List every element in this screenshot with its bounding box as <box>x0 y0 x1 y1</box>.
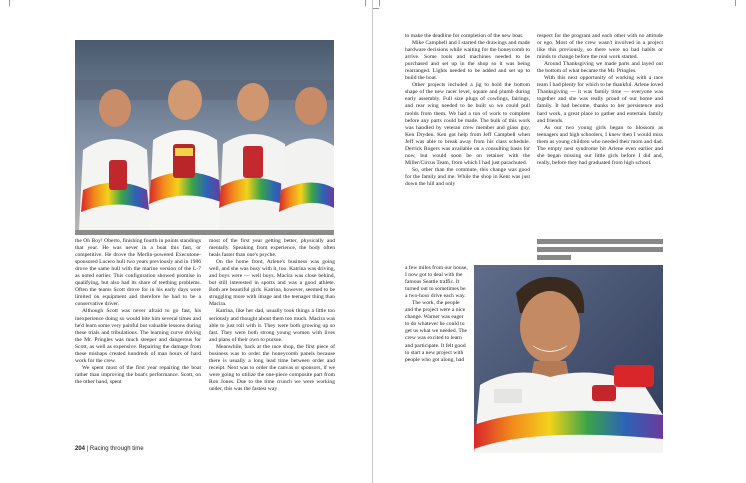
crop-mark <box>379 0 380 6</box>
paragraph: We spent most of the first year repairing the boat rather than improving the boat's performance. Scott, on the other hand, spent <box>75 364 201 385</box>
right-page <box>373 0 746 483</box>
running-title: Racing through time <box>89 446 144 452</box>
paragraph: respect for the program and each other with no attitude or ego. Most of the crew wasn't involved in a project like this previously, so there were no bad habits or minds to change before the real work started. <box>537 33 663 61</box>
paragraph: Around Thanksgiving we made parts and layed out the bottom of what became the Mr. Pringles. <box>537 61 663 75</box>
crop-mark <box>735 0 736 6</box>
right-column-2 <box>537 33 663 238</box>
paragraph: So, other than the commute, this change was good for the family and me. While the shop in Kent was just down the hill and only <box>405 166 530 187</box>
paragraph: the Oh Boy! Oberto, finishing fourth in points standings that year. He was never in a boat this fast, or competitive. He drove the Merlin-powered Executone-sponsored Lucero hull two years previously and in 1986 drove the same hull with the marine version of the L-7 as noted earlier. This configuration showed promise in qualifying, but also had its share of teething problems. Often the teams Scott drove for in his early days were limited on equipment and therefore he had to be a conservative driver. <box>75 238 201 308</box>
paragraph: As our two young girls began to blossom as teenagers and high schoolers, I knew then I would miss them as young children who needed their mom and dad. The empty nest syndrome hit Arlene even earlier and she began missing our little girls before I did and, really, before they had graduated from high school. <box>537 124 663 166</box>
paragraph: Katrina, like her dad, usually took things a little too seriously and thought about them too much. Macira was able to just roll with it. They were both growing up so fast. They were both strong young women with lives and plans of their own to pursue. <box>209 308 335 343</box>
paragraph: Mike Campbell and I started the drawings and made hardware decisions while waiting for the honeycomb to arrive. Some tools and machines needed to be purchased and set up in the shop so it was being rearranged. Lights needed to be added and set up to build the boat. <box>405 40 530 82</box>
paragraph: On the home front, Arlene's business was going well, and she was busy with it, too. Katrina was driving, and boys were — well boys. Macira was close behind, but still interested in sports and was a good athlete. Both are beautiful girls. Katrina, however, seemed to be struggling more with image and the teenager thing than Macira. <box>209 259 335 308</box>
paragraph: Although Scott was never afraid to go fast, his inexperience doing so would bite him several times and he'd learn some very painful but valuable lessons during these trials and tribulations. The learning curve driving the Mr. Pringles was much steeper and dangerous for Scott, as well as expensive. Repairing the damage from these mishaps created hundreds of man hours of hard work for the crew. <box>75 308 201 364</box>
caption-bar <box>537 239 663 244</box>
paragraph: a few miles from our house, I now got to deal with the famous Seattle traffic. It turned out to sometimes be a two-hour drive each way. <box>405 265 468 300</box>
footer-separator: | <box>86 446 89 452</box>
caption-bar <box>537 255 571 260</box>
paragraph: Other projects included a jig to hold the bottom shape of the new racer level, square and plumb during early assembly. Full size plugs of cowlings, fairings, and rear wing needed to be built so we could pull molds from them. We had a ton of work to complete before any parts could be made. The bulk of this work was handled by veteran crew member and glass guy, Ken Dryden. Ken got help from Jeff Campbell when Jeff was able to break away from his class schedule. Derrick Rogers was available on a consulting basis for now, but would soon be on retainer with the Miller/Circus Team, from which I had just parachuted. <box>405 82 530 166</box>
driver-portrait-image <box>474 265 663 453</box>
paragraph: With this next opportunity of working with a race team I had plenty for which to be thankful. Arlene loved Thanksgiving — it was family time — everyone was together and she was really proud of our home and family. It had become, thanks to her persistence and hard work, a great place to gather and entertain family and friends. <box>537 75 663 124</box>
caption-bar <box>537 247 663 252</box>
team-photo-image <box>75 40 334 230</box>
crop-mark <box>9 0 10 6</box>
right-column-1-wrap <box>405 265 468 445</box>
team-photo <box>75 40 334 230</box>
right-column-1-top <box>405 33 530 265</box>
paragraph: The work, the people and the project were a nice change. Warner was eager to do whatever he could to get us what we needed. The crew was excited to learn and participate. It felt good to start a new project with people who got along, had <box>405 300 468 363</box>
caption-bar <box>75 230 334 235</box>
paragraph: to make the deadline for completion of the new boat. <box>405 33 524 39</box>
crop-mark <box>365 0 366 6</box>
page-number: 204 <box>75 446 86 452</box>
paragraph: most of the first year getting better, physically and mentally. Speaking from experience, the body often heals faster than one's psyche. <box>209 238 335 259</box>
left-column-1 <box>75 238 201 446</box>
crop-mark <box>373 8 379 9</box>
left-column-2 <box>209 238 335 446</box>
paragraph: Meanwhile, back at the race shop, the first piece of business was to order the honeycomb panels because there is usually a long lead time between order and receipt. Next was to order the canvas or sponsors, if we were going to utilize the one-piece composite part from Ron Jones. Due to the time crunch we were working under, this was the fastest way <box>209 343 335 392</box>
page-footer <box>75 446 144 452</box>
driver-portrait-photo <box>474 265 663 453</box>
